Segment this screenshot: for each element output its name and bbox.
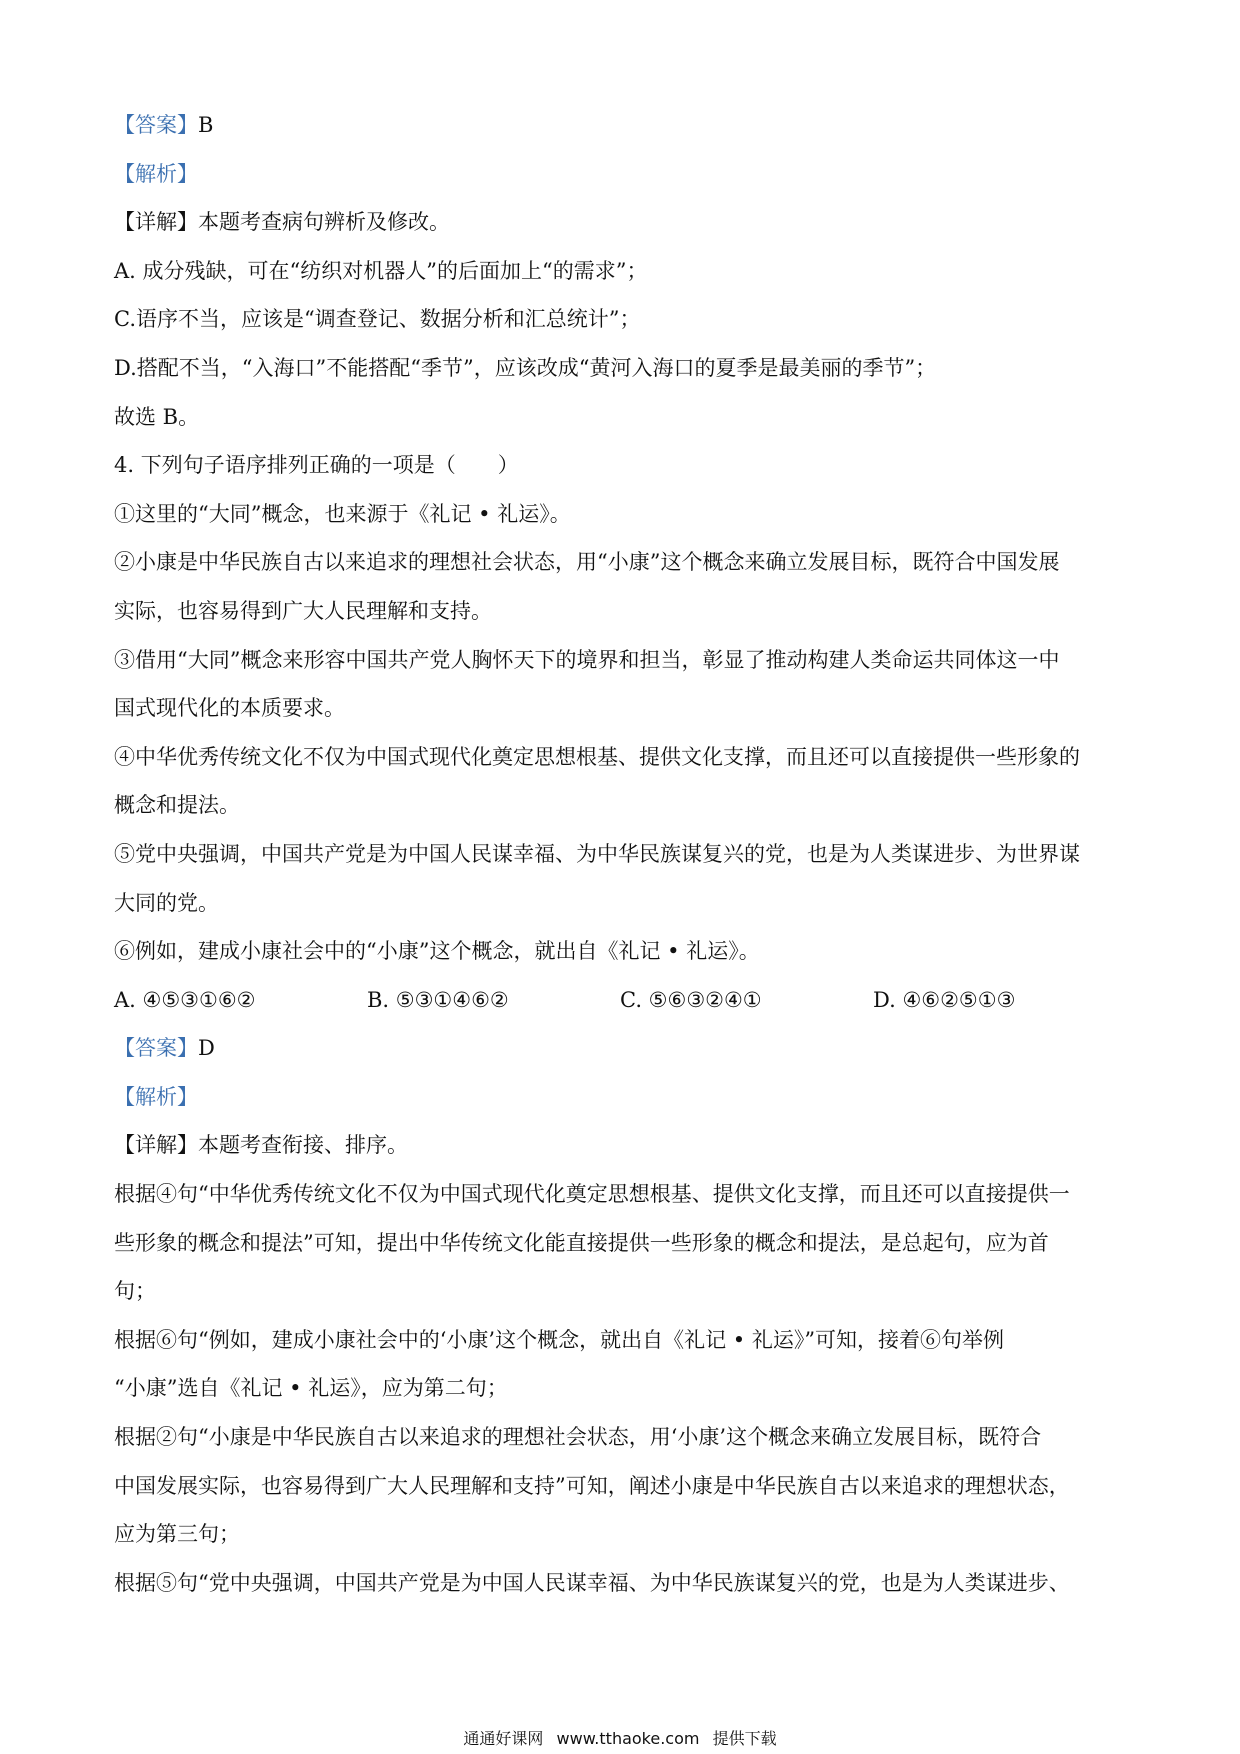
explanation-line: D.搭配不当，“入海口”不能搭配“季节”，应该改成“黄河入海口的夏季是最美丽的季节”； bbox=[114, 355, 937, 380]
sentence-line: 国式现代化的本质要求。 bbox=[114, 696, 345, 721]
explanation-line: 些形象的概念和提法”可知，提出中华传统文化能直接提供一些形象的概念和提法，是总起句，应为首 bbox=[114, 1230, 1049, 1255]
question-stem: 4. 下列句子语序排列正确的一项是（ ） bbox=[114, 453, 519, 478]
sentence-line: ①这里的“大同”概念，也来源于《礼记 • 礼运》。 bbox=[114, 501, 571, 526]
option-b: B. ⑤③①④⑥② bbox=[367, 987, 509, 1012]
sentence-line: ②小康是中华民族自古以来追求的理想社会状态，用“小康”这个概念来确立发展目标，既符合中国发展 bbox=[114, 550, 1060, 575]
answer-tag: 【答案】 bbox=[114, 113, 198, 137]
analysis-tag: 【解析】 bbox=[114, 1084, 198, 1109]
footer-site-url[interactable]: www.tthaoke.com bbox=[556, 1729, 700, 1748]
answer-tag: 【答案】 bbox=[114, 1036, 198, 1061]
answer-value: D bbox=[198, 1036, 215, 1061]
detail-line bbox=[114, 198, 1126, 247]
detail-text: 本题考查病句辨析及修改。 bbox=[198, 210, 450, 235]
explanation-line: “小康”选自《礼记 • 礼运》，应为第二句； bbox=[114, 1376, 508, 1401]
explanation-line: 应为第三句； bbox=[114, 1522, 240, 1547]
answer-line bbox=[114, 1024, 1126, 1073]
analysis-tag: 【解析】 bbox=[114, 161, 198, 186]
answer-value: B bbox=[198, 113, 214, 137]
option-c: C. ⑤⑥③②④① bbox=[620, 987, 762, 1012]
explanation-line: 根据②句“小康是中华民族自古以来追求的理想社会状态，用‘小康’这个概念来确立发展目标，既符合 bbox=[114, 1425, 1042, 1450]
detail-line bbox=[114, 1121, 1126, 1170]
answer-line bbox=[114, 101, 1126, 150]
sentence-line: ③借用“大同”概念来形容中国共产党人胸怀天下的境界和担当，彰显了推动构建人类命运共同体这一中 bbox=[114, 647, 1060, 672]
explanation-line: 故选 B。 bbox=[114, 404, 200, 429]
footer-site-name: 通通好课网 bbox=[463, 1729, 544, 1748]
sentence-line: ⑥例如，建成小康社会中的“小康”这个概念，就出自《礼记 • 礼运》。 bbox=[114, 939, 760, 964]
explanation-line: 根据⑤句“党中央强调，中国共产党是为中国人民谋幸福、为中华民族谋复兴的党，也是为人类谋进步、 bbox=[114, 1570, 1070, 1595]
sentence-line: 实际，也容易得到广大人民理解和支持。 bbox=[114, 598, 492, 623]
explanation-line: C.语序不当，应该是“调查登记、数据分析和汇总统计”； bbox=[114, 307, 641, 332]
footer-note: 提供下载 bbox=[712, 1729, 777, 1748]
detail-tag: 【详解】 bbox=[114, 1133, 198, 1158]
page-content bbox=[114, 101, 1126, 1607]
explanation-line: 根据④句“中华优秀传统文化不仅为中国式现代化奠定思想根基、提供文化支撑，而且还可以直接提供一 bbox=[114, 1182, 1070, 1207]
detail-text: 本题考查衔接、排序。 bbox=[198, 1133, 408, 1158]
option-a: A. ④⑤③①⑥② bbox=[114, 987, 256, 1012]
answer-options bbox=[114, 976, 1126, 1025]
explanation-line: 中国发展实际，也容易得到广大人民理解和支持”可知，阐述小康是中华民族自古以来追求的理想状态， bbox=[114, 1473, 1070, 1498]
sentence-line: 概念和提法。 bbox=[114, 793, 240, 818]
explanation-line: 句； bbox=[114, 1279, 156, 1304]
sentence-line: ④中华优秀传统文化不仅为中国式现代化奠定思想根基、提供文化支撑，而且还可以直接提供一些形象的 bbox=[114, 744, 1080, 769]
explanation-line: 根据⑥句“例如，建成小康社会中的‘小康’这个概念，就出自《礼记 • 礼运》”可知，接着⑥句举例 bbox=[114, 1327, 1005, 1352]
sentence-line: ⑤党中央强调，中国共产党是为中国人民谋幸福、为中华民族谋复兴的党，也是为人类谋进步、为世界谋 bbox=[114, 841, 1080, 866]
explanation-line: A. 成分残缺，可在“纺织对机器人”的后面加上“的需求”； bbox=[114, 258, 648, 283]
sentence-line: 大同的党。 bbox=[114, 890, 219, 915]
detail-tag: 【详解】 bbox=[114, 210, 198, 235]
page-footer bbox=[0, 1728, 1240, 1750]
option-d: D. ④⑥②⑤①③ bbox=[873, 987, 1016, 1012]
